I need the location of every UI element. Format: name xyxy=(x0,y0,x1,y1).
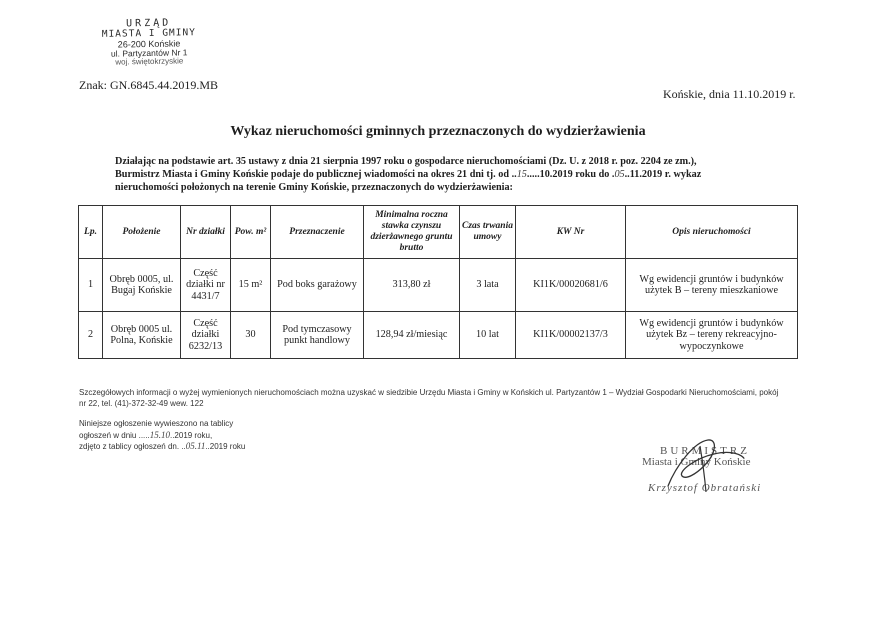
handwritten-removed-date: 05.11 xyxy=(185,441,206,451)
property-table xyxy=(78,205,798,359)
stamp-line: ul. Partyzantów Nr 1 xyxy=(110,47,188,59)
signature-name: Krzysztof Obratański xyxy=(648,482,762,494)
header-czas: Czas trwania umowy xyxy=(460,206,516,259)
posting-notice xyxy=(79,419,245,453)
table-header-row xyxy=(79,206,798,259)
cell-stawka: 128,94 zł/miesiąc xyxy=(364,312,460,359)
cell-pow: 15 m² xyxy=(231,259,271,312)
reference-number: Znak: GN.6845.44.2019.MB xyxy=(79,78,218,92)
office-stamp xyxy=(84,17,215,67)
cell-lp: 2 xyxy=(79,312,103,359)
header-opis: Opis nieruchomości xyxy=(626,206,798,259)
intro-line xyxy=(115,168,815,181)
handwritten-date-to: 05 xyxy=(614,169,625,180)
intro-text: .....10.2019 roku do . xyxy=(526,169,615,180)
intro-line: Działając na podstawie art. 35 ustawy z dnia 21 sierpnia 1997 roku o gospodarce nieruchomościami (Dz. U. z 2018 r. poz. 2204 ze zm.), xyxy=(115,156,697,167)
notice-text: ..2019 roku, xyxy=(169,430,213,440)
stamp-line: woj. świętokrzyskie xyxy=(115,56,184,67)
cell-czas: 3 lata xyxy=(460,259,516,312)
cell-kw: KI1K/00002137/3 xyxy=(516,312,626,359)
signature-office: Miasta i Gminy Końskie xyxy=(642,456,751,468)
notice-line xyxy=(79,430,245,442)
cell-przeznaczenie: Pod tymczasowy punkt handlowy xyxy=(271,312,364,359)
notice-text: ..2019 roku xyxy=(205,442,246,451)
cell-lp: 1 xyxy=(79,259,103,312)
cell-polozenie: Obręb 0005, ul. Bugaj Końskie xyxy=(103,259,181,312)
header-polozenie: Położenie xyxy=(103,206,181,259)
notice-text: ogłoszeń w dniu ..... xyxy=(79,430,150,440)
cell-stawka: 313,80 zł xyxy=(364,259,460,312)
info-paragraph: Szczegółowych informacji o wyżej wymienionych nieruchomościach można uzyskać w siedzibie Urzędu Miasta i Gminy w Końskich ul. Partyzantów 1 – Wydział Gospodarki Nieruchomościami, pokój nr 22, tel. (41)-372-32-49 wew. 122 xyxy=(79,388,779,408)
cell-nr-dzialki: Część działki 6232/13 xyxy=(181,312,231,359)
header-lp: Lp. xyxy=(79,206,103,259)
header-kw: KW Nr xyxy=(516,206,626,259)
stamp-line: URZĄD xyxy=(126,17,172,30)
cell-polozenie: Obręb 0005 ul. Polna, Końskie xyxy=(103,312,181,359)
intro-paragraph xyxy=(115,155,815,194)
stamp-line: MIASTA I GMINY xyxy=(101,27,196,40)
cell-opis: Wg ewidencji gruntów i budynków użytek Bz – tereny rekreacyjno-wypoczynkowe xyxy=(626,312,798,359)
header-nr-dzialki: Nr działki xyxy=(181,206,231,259)
cell-kw: KI1K/00020681/6 xyxy=(516,259,626,312)
notice-text: zdjęto z tablicy ogłoszeń dn. .. xyxy=(79,442,186,451)
intro-text: ..11.2019 r. wykaz xyxy=(624,169,702,180)
table-row xyxy=(79,312,798,359)
cell-pow: 30 xyxy=(231,312,271,359)
signature-title: BURMISTRZ xyxy=(660,445,750,457)
handwritten-date-from: 15 xyxy=(516,169,527,180)
cell-przeznaczenie: Pod boks garażowy xyxy=(271,259,364,312)
notice-line xyxy=(79,441,245,453)
document-date: Końskie, dnia 11.10.2019 r. xyxy=(663,87,796,101)
notice-line: Niniejsze ogłoszenie wywieszono na tablicy xyxy=(79,419,234,428)
intro-text: Burmistrz Miasta i Gminy Końskie podaje do publicznej wiadomości na okres 21 dni tj. od .. xyxy=(115,169,517,180)
table-row xyxy=(79,259,798,312)
cell-nr-dzialki: Część działki nr 4431/7 xyxy=(181,259,231,312)
header-stawka: Minimalna roczna stawka czynszu dzierżawnego gruntu brutto xyxy=(364,206,460,259)
stamp-line: 26-200 Końskie xyxy=(117,38,181,50)
document-title: Wykaz nieruchomości gminnych przeznaczonych do wydzierżawienia xyxy=(230,124,646,139)
cell-czas: 10 lat xyxy=(460,312,516,359)
cell-opis: Wg ewidencji gruntów i budynków użytek B – tereny mieszkaniowe xyxy=(626,259,798,312)
header-pow: Pow. m² xyxy=(231,206,271,259)
header-przeznaczenie: Przeznaczenie xyxy=(271,206,364,259)
intro-line: nieruchomości położonych na terenie Gminy Końskie, przeznaczonych do wydzierżawienia: xyxy=(115,182,513,193)
handwritten-signature-icon xyxy=(656,436,756,496)
handwritten-posted-date: 15.10 xyxy=(149,429,170,440)
